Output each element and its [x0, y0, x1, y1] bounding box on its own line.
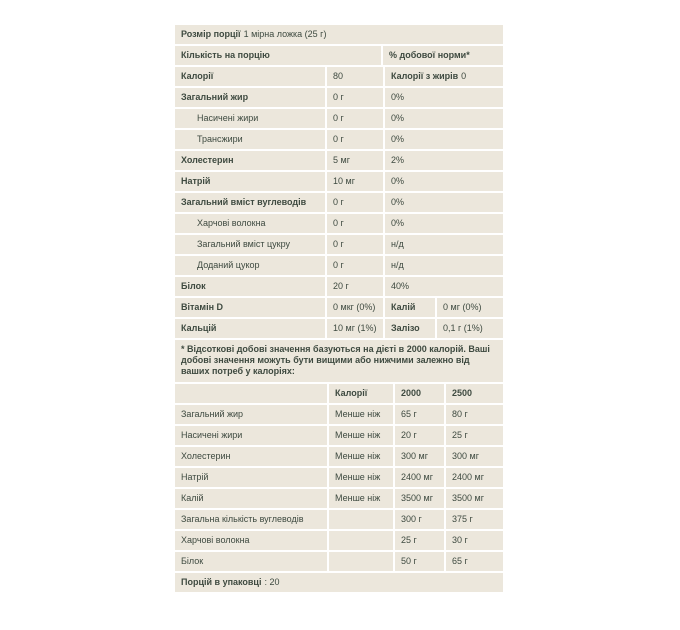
nutrient-dv: н/д — [385, 235, 503, 254]
nutrient-label: Загальний вміст вуглеводів — [175, 193, 325, 212]
supplement-facts-table — [175, 25, 503, 592]
nutrient-dv: 0% — [385, 193, 503, 212]
nutrient-row-total-sugars — [175, 235, 503, 254]
reference-row-sodium — [175, 468, 503, 487]
calories-from-fat-label: Калорії з жирів — [391, 71, 459, 81]
vitamin-label: Залізо — [385, 319, 435, 338]
nutrient-row-dietary-fiber — [175, 214, 503, 233]
vitamin-label: Калій — [385, 298, 435, 317]
reference-label: Холестерин — [175, 447, 327, 466]
reference-qualifier — [329, 510, 393, 529]
vitamin-label: Кальцій — [175, 319, 325, 338]
daily-value-footnote: * Відсоткові добові значення базуються на дієті в 2000 калорій. Ваші добові значення можуть бути вищими або нижчими залежно від ваших потреб у калоріях: — [175, 340, 503, 382]
nutrient-label: Загальний жир — [175, 88, 325, 107]
amount-per-serving-header: Кількість на порцію — [175, 46, 381, 65]
reference-label: Натрій — [175, 468, 327, 487]
vitamin-value: 0,1 г (1%) — [437, 319, 503, 338]
nutrient-label: Загальний вміст цукру — [175, 235, 325, 254]
reference-value-2500: 375 г — [446, 510, 503, 529]
nutrient-amount: 5 мг — [327, 151, 383, 170]
nutrient-label: Доданий цукор — [175, 256, 325, 275]
serving-size-value: 1 мірна ложка (25 г) — [243, 29, 327, 39]
column-header-row — [175, 46, 503, 65]
nutrient-amount: 0 г — [327, 214, 383, 233]
reference-label: Загальний жир — [175, 405, 327, 424]
reference-header-2500: 2500 — [446, 384, 503, 403]
reference-value-2500: 2400 мг — [446, 468, 503, 487]
reference-qualifier — [329, 531, 393, 550]
nutrient-label: Натрій — [175, 172, 325, 191]
nutrient-dv: 0% — [385, 109, 503, 128]
reference-label: Білок — [175, 552, 327, 571]
reference-row-total-fat — [175, 405, 503, 424]
nutrient-amount: 0 г — [327, 109, 383, 128]
nutrient-amount: 20 г — [327, 277, 383, 296]
calories-value: 80 — [327, 67, 383, 86]
nutrient-amount: 10 мг — [327, 172, 383, 191]
nutrient-row-sodium — [175, 172, 503, 191]
reference-value-2000: 300 мг — [395, 447, 444, 466]
nutrient-row-total-fat — [175, 88, 503, 107]
nutrient-dv: 0% — [385, 214, 503, 233]
nutrient-dv: н/д — [385, 256, 503, 275]
reference-header-calories: Калорії — [329, 384, 393, 403]
nutrient-amount: 0 г — [327, 88, 383, 107]
footnote-row — [175, 340, 503, 382]
vitamin-row-calcium-iron — [175, 319, 503, 338]
nutrient-row-total-carbs — [175, 193, 503, 212]
reference-value-2500: 80 г — [446, 405, 503, 424]
serving-size-row — [175, 25, 503, 44]
nutrient-row-added-sugar — [175, 256, 503, 275]
servings-per-container-value: : 20 — [264, 577, 280, 587]
nutrient-amount: 0 г — [327, 130, 383, 149]
reference-row-cholesterol — [175, 447, 503, 466]
nutrient-dv: 0% — [385, 88, 503, 107]
reference-value-2500: 3500 мг — [446, 489, 503, 508]
reference-value-2500: 25 г — [446, 426, 503, 445]
nutrient-amount: 0 г — [327, 235, 383, 254]
reference-value-2000: 20 г — [395, 426, 444, 445]
reference-value-2000: 300 г — [395, 510, 444, 529]
reference-value-2000: 50 г — [395, 552, 444, 571]
calories-row — [175, 67, 503, 86]
reference-qualifier: Менше ніж — [329, 468, 393, 487]
calories-from-fat-cell — [385, 67, 503, 86]
reference-row-potassium — [175, 489, 503, 508]
servings-per-container-cell — [175, 573, 503, 592]
reference-value-2500: 65 г — [446, 552, 503, 571]
nutrient-label: Насичені жири — [175, 109, 325, 128]
reference-header-spacer — [175, 384, 327, 403]
nutrient-amount: 0 г — [327, 193, 383, 212]
reference-value-2500: 30 г — [446, 531, 503, 550]
nutrient-dv: 0% — [385, 172, 503, 191]
reference-qualifier: Менше ніж — [329, 489, 393, 508]
daily-value-header: % добової норми* — [383, 46, 503, 65]
nutrient-row-cholesterol — [175, 151, 503, 170]
servings-per-container-row — [175, 573, 503, 592]
reference-label: Загальна кількість вуглеводів — [175, 510, 327, 529]
reference-qualifier: Менше ніж — [329, 405, 393, 424]
servings-per-container-label: Порцій в упаковці — [181, 577, 262, 587]
reference-value-2000: 3500 мг — [395, 489, 444, 508]
reference-qualifier: Менше ніж — [329, 426, 393, 445]
reference-header-2000: 2000 — [395, 384, 444, 403]
reference-value-2500: 300 мг — [446, 447, 503, 466]
reference-header-row — [175, 384, 503, 403]
reference-row-saturated-fat — [175, 426, 503, 445]
reference-qualifier — [329, 552, 393, 571]
nutrient-row-saturated-fat — [175, 109, 503, 128]
serving-size-cell — [175, 25, 503, 44]
nutrient-dv: 40% — [385, 277, 503, 296]
reference-label: Харчові волокна — [175, 531, 327, 550]
nutrient-dv: 2% — [385, 151, 503, 170]
reference-row-protein — [175, 552, 503, 571]
nutrient-label: Трансжири — [175, 130, 325, 149]
reference-qualifier: Менше ніж — [329, 447, 393, 466]
vitamin-value: 0 мкг (0%) — [327, 298, 383, 317]
reference-row-dietary-fiber — [175, 531, 503, 550]
vitamin-label: Вітамін D — [175, 298, 325, 317]
vitamin-value: 0 мг (0%) — [437, 298, 503, 317]
serving-size-label: Розмір порції — [181, 29, 241, 39]
nutrient-amount: 0 г — [327, 256, 383, 275]
nutrient-label: Харчові волокна — [175, 214, 325, 233]
nutrient-label: Білок — [175, 277, 325, 296]
reference-value-2000: 65 г — [395, 405, 444, 424]
reference-row-total-carbs — [175, 510, 503, 529]
nutrient-row-trans-fat — [175, 130, 503, 149]
reference-value-2000: 2400 мг — [395, 468, 444, 487]
nutrient-label: Холестерин — [175, 151, 325, 170]
nutrient-dv: 0% — [385, 130, 503, 149]
nutrient-row-protein — [175, 277, 503, 296]
reference-value-2000: 25 г — [395, 531, 444, 550]
vitamin-value: 10 мг (1%) — [327, 319, 383, 338]
vitamin-row-d-potassium — [175, 298, 503, 317]
calories-from-fat-value: 0 — [461, 71, 467, 81]
reference-label: Насичені жири — [175, 426, 327, 445]
calories-label: Калорії — [175, 67, 325, 86]
reference-label: Калій — [175, 489, 327, 508]
